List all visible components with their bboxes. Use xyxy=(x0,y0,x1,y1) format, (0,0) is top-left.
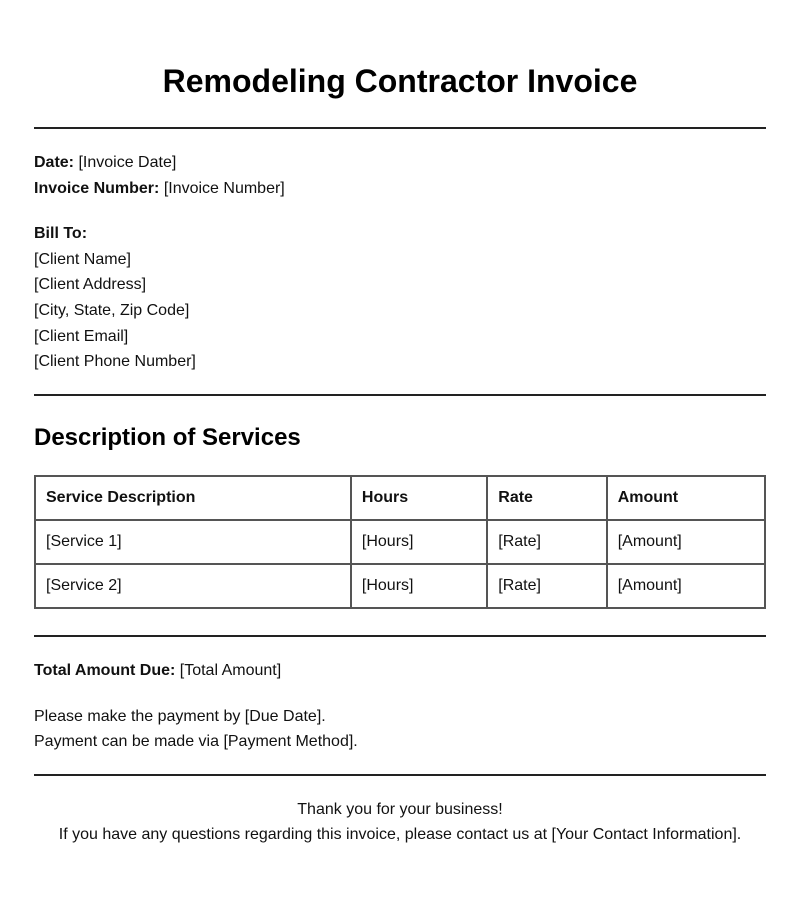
invoice-date-line xyxy=(34,153,176,173)
column-header-rate: Rate xyxy=(487,476,606,520)
divider-services xyxy=(34,635,766,637)
table-header-row xyxy=(35,476,765,520)
total-amount-value: [Total Amount] xyxy=(179,662,282,679)
client-address: [Client Address] xyxy=(34,276,147,293)
divider-bill-to xyxy=(34,394,766,396)
table-row xyxy=(35,520,765,564)
bill-to-label: Bill To: xyxy=(34,225,88,242)
invoice-number-label: Invoice Number: xyxy=(34,180,160,197)
cell-service-description: [Service 1] xyxy=(35,520,351,564)
client-name: [Client Name] xyxy=(34,251,131,268)
date-value: [Invoice Date] xyxy=(78,154,177,171)
table-row xyxy=(35,564,765,608)
cell-hours: [Hours] xyxy=(351,564,487,608)
total-amount-line xyxy=(34,661,281,681)
invoice-number-value: [Invoice Number] xyxy=(163,180,285,197)
invoice-title: Remodeling Contractor Invoice xyxy=(162,63,638,99)
client-phone: [Client Phone Number] xyxy=(34,353,196,370)
cell-hours: [Hours] xyxy=(351,520,487,564)
client-city-state-zip: [City, State, Zip Code] xyxy=(34,302,190,319)
payment-method-line: Payment can be made via [Payment Method]. xyxy=(34,733,358,750)
services-table xyxy=(34,475,766,609)
contact-text: If you have any questions regarding this invoice, please contact us at [Your Contact Information]. xyxy=(58,826,742,843)
total-amount-label: Total Amount Due: xyxy=(34,662,176,679)
column-header-amount: Amount xyxy=(607,476,765,520)
divider-footer xyxy=(34,774,766,776)
client-email: [Client Email] xyxy=(34,328,129,345)
services-heading: Description of Services xyxy=(34,424,301,451)
cell-service-description: [Service 2] xyxy=(35,564,351,608)
column-header-hours: Hours xyxy=(351,476,487,520)
divider-top xyxy=(34,127,766,129)
cell-amount: [Amount] xyxy=(607,520,765,564)
thank-you-text: Thank you for your business! xyxy=(297,801,503,818)
payment-due-line: Please make the payment by [Due Date]. xyxy=(34,708,326,725)
cell-rate: [Rate] xyxy=(487,564,606,608)
invoice-number-line xyxy=(34,179,285,199)
cell-amount: [Amount] xyxy=(607,564,765,608)
date-label: Date: xyxy=(34,154,75,171)
cell-rate: [Rate] xyxy=(487,520,606,564)
column-header-service-description: Service Description xyxy=(35,476,351,520)
